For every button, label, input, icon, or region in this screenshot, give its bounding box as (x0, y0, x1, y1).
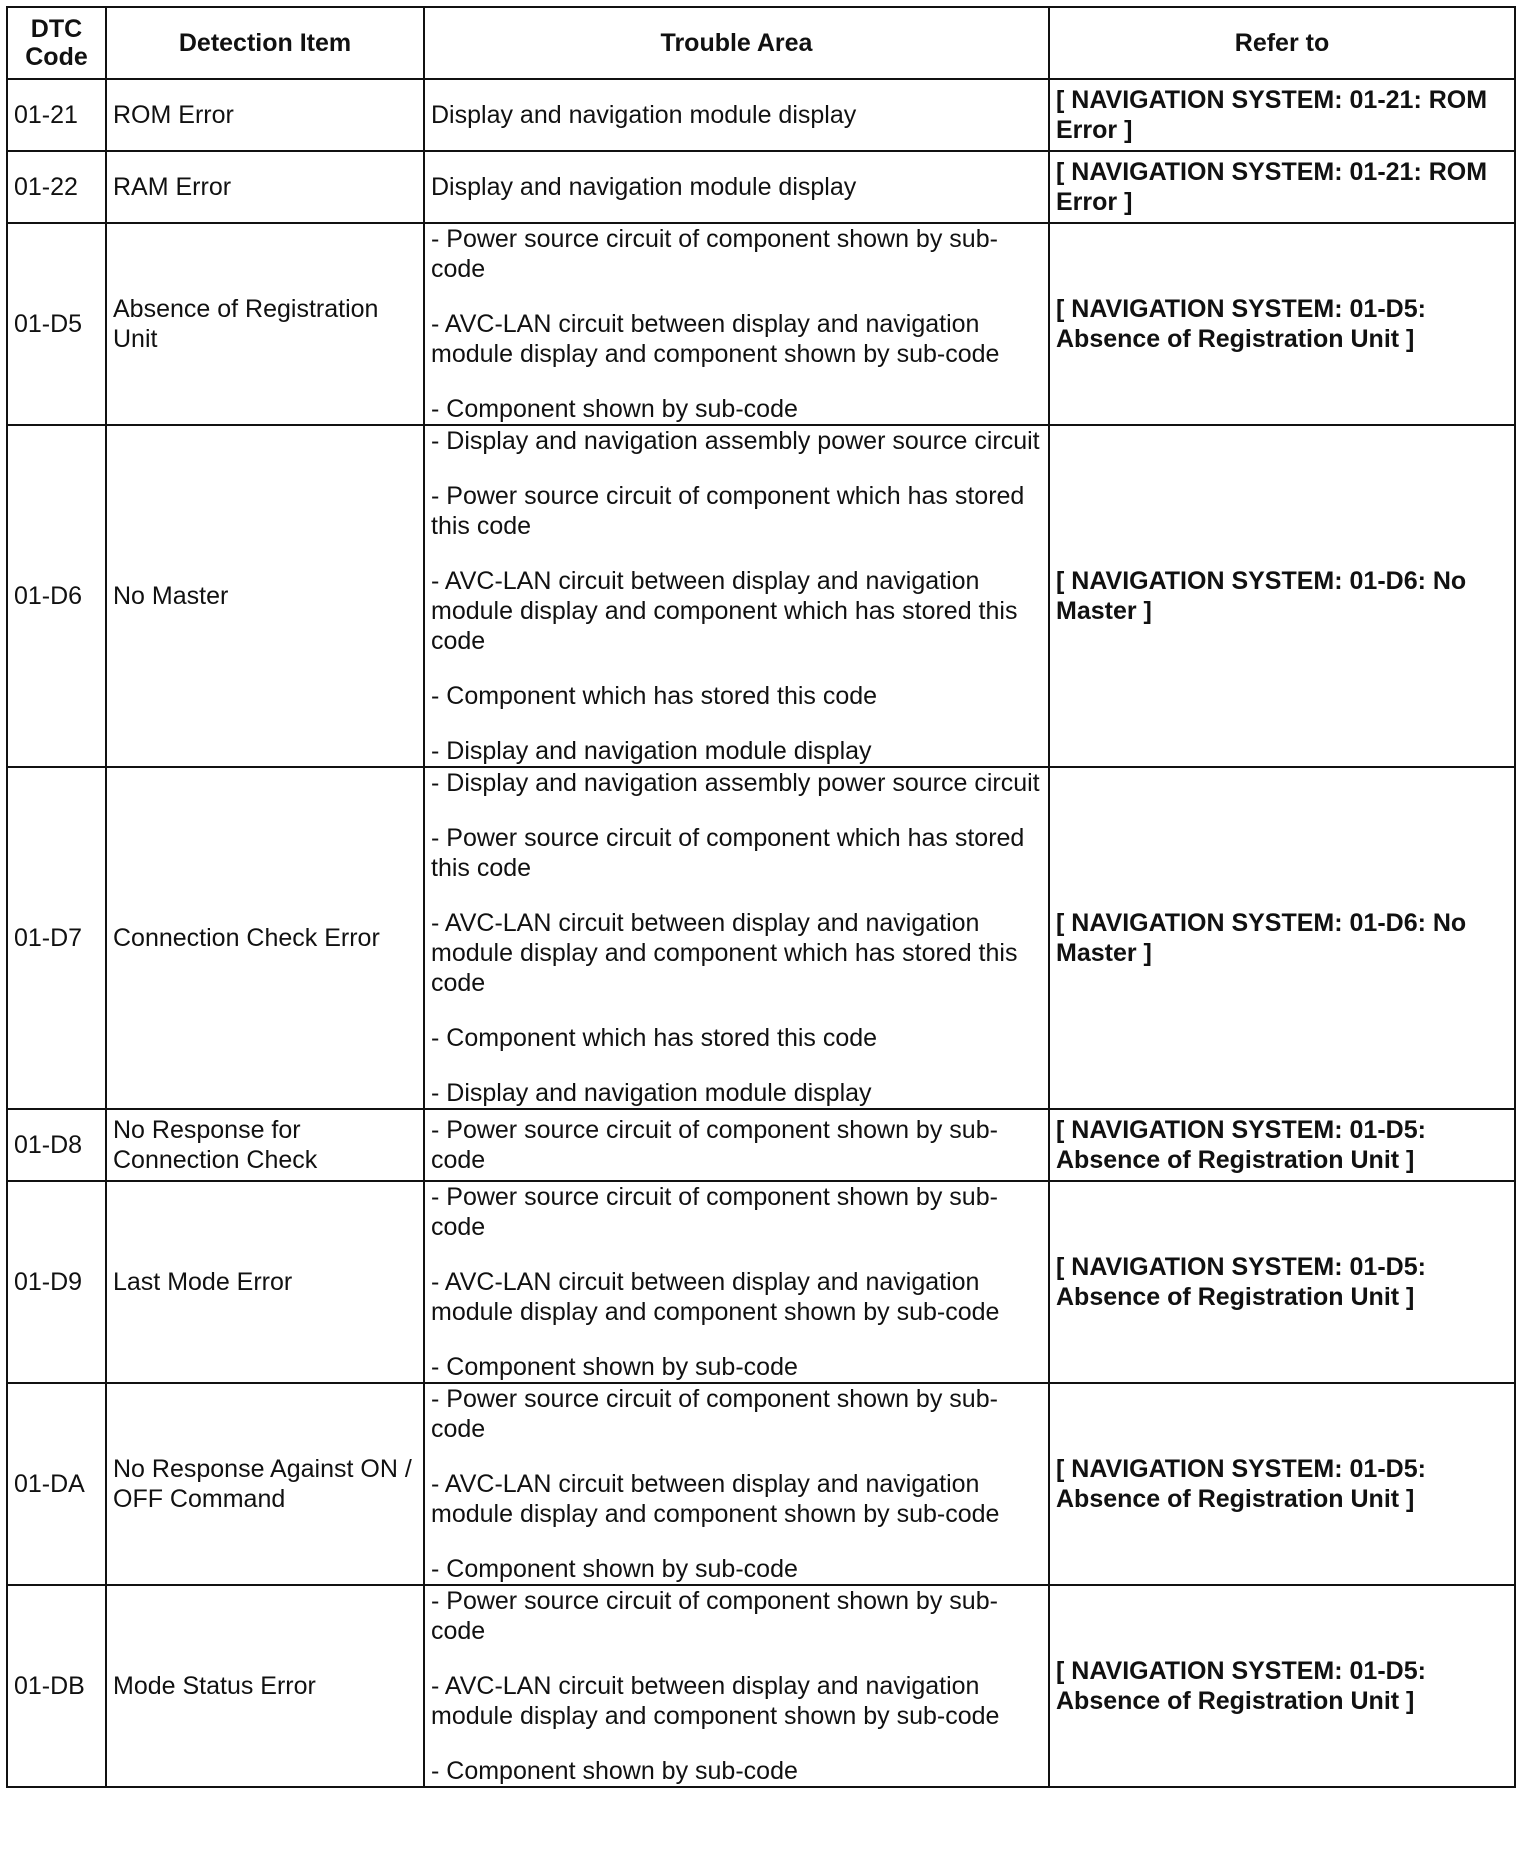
trouble-area-cell (424, 223, 1049, 425)
trouble-area-line: - Power source circuit of component which has stored this code (431, 482, 1025, 540)
dtc-code-cell: 01-D9 (7, 1181, 106, 1383)
trouble-area-line: Display and navigation module display (431, 101, 857, 129)
header-detection-item: Detection Item (106, 7, 424, 79)
refer-to-link[interactable]: [ NAVIGATION SYSTEM: 01-21: ROM Error ] (1049, 79, 1515, 151)
dtc-code-cell: 01-D8 (7, 1109, 106, 1181)
trouble-area-cell (424, 1109, 1049, 1181)
trouble-area-line: - Component shown by sub-code (431, 1757, 798, 1785)
detection-item-cell: No Master (106, 425, 424, 767)
detection-item-cell: Last Mode Error (106, 1181, 424, 1383)
detection-item-cell: Connection Check Error (106, 767, 424, 1109)
detection-item-cell: No Response Against ON / OFF Command (106, 1383, 424, 1585)
trouble-area-line: - Power source circuit of component shown by sub-code (431, 225, 998, 283)
refer-to-link[interactable]: [ NAVIGATION SYSTEM: 01-D5: Absence of Registration Unit ] (1049, 223, 1515, 425)
dtc-code-cell: 01-DA (7, 1383, 106, 1585)
refer-to-link[interactable]: [ NAVIGATION SYSTEM: 01-D6: No Master ] (1049, 767, 1515, 1109)
trouble-area-cell (424, 425, 1049, 767)
trouble-area-line: - Display and navigation assembly power source circuit (431, 769, 1040, 797)
table-row (7, 1383, 1515, 1585)
trouble-area-line: - Component which has stored this code (431, 1024, 878, 1052)
trouble-area-line: - Power source circuit of component shown by sub-code (431, 1587, 998, 1645)
trouble-area-cell (424, 79, 1049, 151)
trouble-area-line: - Component shown by sub-code (431, 1353, 798, 1381)
trouble-area-line: - Display and navigation assembly power source circuit (431, 427, 1040, 455)
trouble-area-line: - AVC-LAN circuit between display and navigation module display and component which has stored this code (431, 567, 1018, 655)
refer-to-link[interactable]: [ NAVIGATION SYSTEM: 01-D5: Absence of Registration Unit ] (1049, 1181, 1515, 1383)
refer-to-link[interactable]: [ NAVIGATION SYSTEM: 01-D5: Absence of Registration Unit ] (1049, 1109, 1515, 1181)
refer-to-link[interactable]: [ NAVIGATION SYSTEM: 01-D6: No Master ] (1049, 425, 1515, 767)
dtc-code-cell: 01-22 (7, 151, 106, 223)
dtc-code-cell: 01-D6 (7, 425, 106, 767)
trouble-area-line: - Component which has stored this code (431, 682, 878, 710)
detection-item-cell: Mode Status Error (106, 1585, 424, 1787)
detection-item-cell: ROM Error (106, 79, 424, 151)
header-trouble-area: Trouble Area (424, 7, 1049, 79)
trouble-area-cell (424, 767, 1049, 1109)
dtc-code-cell: 01-D5 (7, 223, 106, 425)
trouble-area-line: - AVC-LAN circuit between display and navigation module display and component which has stored this code (431, 909, 1018, 997)
table-header (7, 7, 1515, 79)
trouble-area-cell (424, 1585, 1049, 1787)
table-row (7, 1585, 1515, 1787)
header-row (7, 7, 1515, 79)
trouble-area-cell (424, 151, 1049, 223)
trouble-area-line: - Power source circuit of component shown by sub-code (431, 1385, 998, 1443)
trouble-area-line: - Power source circuit of component which has stored this code (431, 824, 1025, 882)
trouble-area-line: - Display and navigation module display (431, 1079, 872, 1107)
trouble-area-line: - AVC-LAN circuit between display and navigation module display and component shown by sub-code (431, 1268, 1000, 1326)
trouble-area-cell (424, 1383, 1049, 1585)
trouble-area-cell (424, 1181, 1049, 1383)
trouble-area-line: - Power source circuit of component shown by sub-code (431, 1116, 998, 1174)
table-row (7, 1109, 1515, 1181)
trouble-area-line: - Display and navigation module display (431, 737, 872, 765)
header-refer-to: Refer to (1049, 7, 1515, 79)
dtc-code-cell: 01-D7 (7, 767, 106, 1109)
table-row (7, 223, 1515, 425)
detection-item-cell: RAM Error (106, 151, 424, 223)
dtc-code-cell: 01-DB (7, 1585, 106, 1787)
detection-item-cell: Absence of Registration Unit (106, 223, 424, 425)
refer-to-link[interactable]: [ NAVIGATION SYSTEM: 01-D5: Absence of Registration Unit ] (1049, 1383, 1515, 1585)
trouble-area-line: - AVC-LAN circuit between display and navigation module display and component shown by sub-code (431, 310, 1000, 368)
trouble-area-line: - AVC-LAN circuit between display and navigation module display and component shown by sub-code (431, 1672, 1000, 1730)
trouble-area-line: - AVC-LAN circuit between display and navigation module display and component shown by sub-code (431, 1470, 1000, 1528)
table-row (7, 79, 1515, 151)
table-row (7, 151, 1515, 223)
dtc-table (6, 6, 1516, 1788)
dtc-code-cell: 01-21 (7, 79, 106, 151)
trouble-area-line: Display and navigation module display (431, 173, 857, 201)
refer-to-link[interactable]: [ NAVIGATION SYSTEM: 01-21: ROM Error ] (1049, 151, 1515, 223)
table-row (7, 425, 1515, 767)
table-row (7, 1181, 1515, 1383)
header-dtc-code: DTC Code (7, 7, 106, 79)
table-body (7, 79, 1515, 1787)
trouble-area-line: - Component shown by sub-code (431, 1555, 798, 1583)
table-row (7, 767, 1515, 1109)
detection-item-cell: No Response for Connection Check (106, 1109, 424, 1181)
refer-to-link[interactable]: [ NAVIGATION SYSTEM: 01-D5: Absence of Registration Unit ] (1049, 1585, 1515, 1787)
trouble-area-line: - Power source circuit of component shown by sub-code (431, 1183, 998, 1241)
trouble-area-line: - Component shown by sub-code (431, 395, 798, 423)
